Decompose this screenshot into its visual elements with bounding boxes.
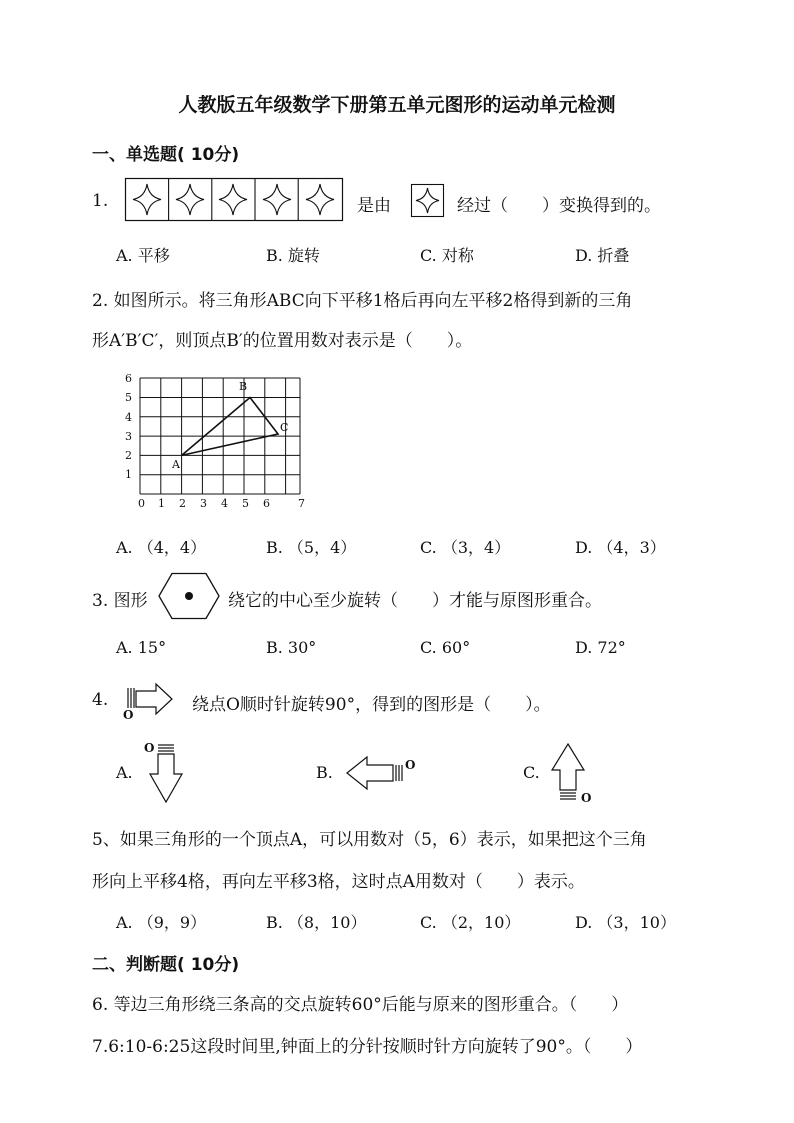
section-heading-single-choice: 一、单选题( 10分) (92, 145, 240, 165)
q3-option-d[interactable]: D. 72° (575, 638, 626, 657)
q5-line-1: 5、如果三角形的一个顶点A，可以用数对（5，6）表示，如果把这个三角 (92, 830, 647, 850)
pivot-label-o: O (123, 708, 134, 722)
q5-option-a[interactable]: A. （9，9） (116, 913, 207, 932)
q3-hexagon (158, 572, 220, 620)
x-tick-3: 3 (200, 497, 207, 510)
y-tick-5: 5 (125, 391, 132, 404)
q4-option-c-arrow[interactable] (548, 740, 598, 808)
star-icon (133, 184, 161, 215)
x-tick-5: 5 (242, 497, 249, 510)
y-tick-6: 6 (125, 372, 132, 385)
q1-star-strip (125, 178, 345, 222)
q5-line-2: 形向上平移4格，再向左平移3格，这时点A用数对（ ）表示。 (92, 872, 585, 892)
vertex-label-b: B (239, 380, 248, 393)
vertex-label-a: A (172, 458, 180, 471)
vertex-label-c: C (280, 421, 289, 434)
q4-number: 4. (92, 690, 109, 710)
y-tick-4: 4 (125, 411, 132, 424)
y-tick-2: 2 (125, 449, 132, 462)
x-tick-1: 1 (158, 497, 165, 510)
star-icon (263, 184, 291, 215)
q4-option-b-arrow[interactable] (345, 752, 420, 792)
q2-option-c[interactable]: C. （3，4） (420, 538, 511, 557)
q5-option-b[interactable]: B. （8，10） (266, 913, 367, 932)
q1-text-a: 是由 (357, 196, 391, 216)
x-tick-7: 7 (298, 497, 305, 510)
y-tick-3: 3 (125, 430, 132, 443)
q1-number: 1. (92, 191, 109, 211)
q4-option-b[interactable]: B. (316, 763, 333, 782)
q7-text: 7.6:10-6:25这段时间里,钟面上的分针按顺时针方向旋转了90°。（ ） (92, 1037, 643, 1057)
x-tick-0: 0 (138, 497, 145, 510)
q3-option-a[interactable]: A. 15° (116, 638, 167, 657)
triangle-abc (182, 398, 278, 456)
q6-text: 6. 等边三角形绕三条高的交点旋转60°后能与原来的图形重合。（ ） (92, 995, 629, 1015)
y-tick-1: 1 (125, 468, 132, 481)
q4-option-c[interactable]: C. (523, 763, 540, 782)
q3-option-c[interactable]: C. 60° (420, 638, 471, 657)
star-icon (416, 188, 439, 213)
pivot-label-o: O (144, 741, 155, 755)
x-tick-6: 6 (263, 497, 270, 510)
q4-text: 绕点O顺时针旋转90°，得到的图形是（ ）。 (192, 695, 551, 715)
q2-line-2: 形A′B′C′，则顶点B′的位置用数对表示是（ ）。 (92, 331, 473, 351)
x-tick-4: 4 (221, 497, 228, 510)
q2-option-d[interactable]: D. （4，3） (575, 538, 666, 557)
q3-number: 3. 图形 (92, 591, 148, 611)
q1-option-c[interactable]: C. 对称 (420, 246, 474, 265)
q1-single-star (411, 184, 445, 218)
q5-option-c[interactable]: C. （2，10） (420, 913, 521, 932)
star-icon (176, 184, 204, 215)
section-heading-true-false: 二、判断题( 10分) (92, 955, 240, 975)
q2-coordinate-grid (118, 370, 318, 510)
q1-option-a[interactable]: A. 平移 (116, 246, 170, 265)
pivot-label-o: O (405, 758, 416, 772)
star-icon (306, 184, 334, 215)
q5-option-d[interactable]: D. （3，10） (575, 913, 676, 932)
q3-text: 绕它的中心至少旋转（ ）才能与原图形重合。 (228, 591, 602, 611)
q1-option-d[interactable]: D. 折叠 (575, 246, 630, 265)
q3-option-b[interactable]: B. 30° (266, 638, 317, 657)
q2-line-1: 2. 如图所示。将三角形ABC向下平移1格后再向左平移2格得到新的三角 (92, 291, 633, 311)
q4-arrow-original (120, 682, 182, 722)
pivot-label-o: O (581, 791, 592, 805)
q4-option-a[interactable]: A. (116, 763, 133, 782)
star-icon (219, 184, 247, 215)
q2-option-a[interactable]: A. （4，4） (116, 538, 207, 557)
page-title: 人教版五年级数学下册第五单元图形的运动单元检测 (178, 94, 616, 116)
x-tick-2: 2 (179, 497, 186, 510)
q1-text-b: 经过（ ）变换得到的。 (457, 196, 661, 216)
q1-option-b[interactable]: B. 旋转 (266, 246, 320, 265)
center-dot-icon (185, 592, 193, 600)
q4-option-a-arrow[interactable] (140, 740, 190, 808)
q2-option-b[interactable]: B. （5，4） (266, 538, 357, 557)
